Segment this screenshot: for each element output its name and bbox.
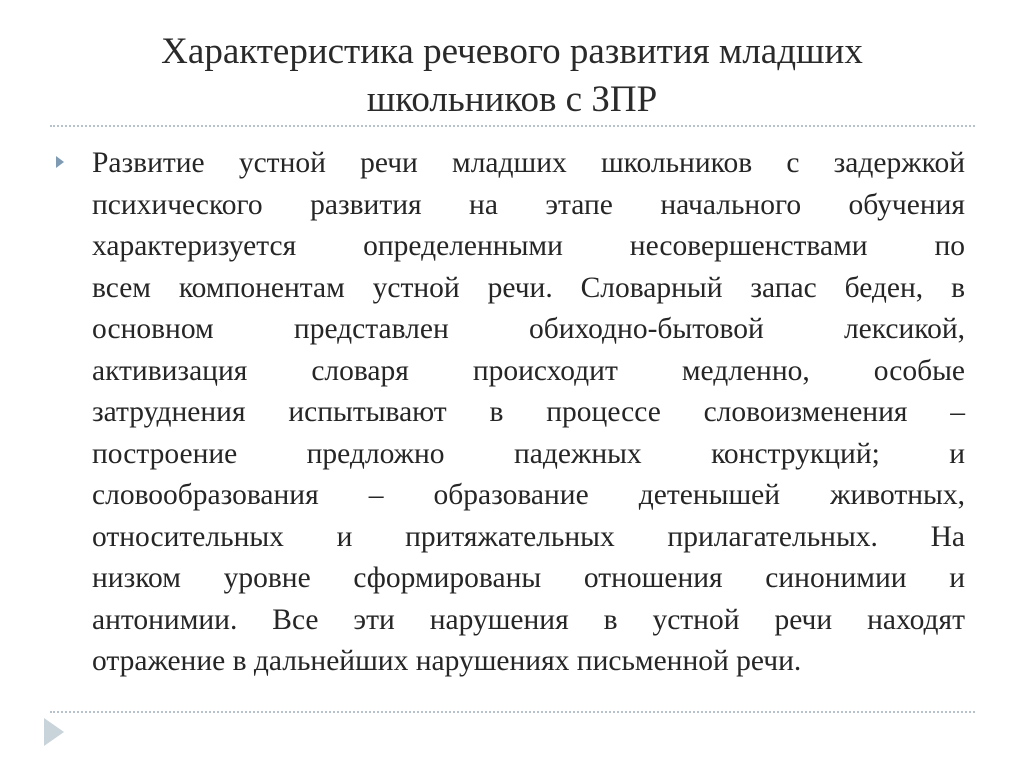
body-line: Развитие устной речи младших школьников с задержкой — [92, 147, 965, 179]
body-line: характеризуется определенными несовершенствами по — [92, 230, 965, 262]
slide-title-line: школьников с ЗПР — [366, 79, 658, 120]
top-divider — [50, 125, 975, 127]
body-line: относительных и притяжательных прилагательных. На — [92, 520, 965, 553]
body-line: затруднения испытывают в процессе словоизменения – — [92, 396, 965, 428]
slide-title — [60, 28, 964, 124]
body-line: активизация словаря происходит медленно, особые — [92, 354, 965, 387]
body-line: всем компонентам устной речи. Словарный запас беден, в — [92, 271, 965, 304]
slide-title-line: Характеристика речевого развития младших — [161, 31, 863, 72]
body-line: словообразования – образование детенышей животных, — [92, 479, 965, 511]
bottom-divider — [50, 711, 975, 713]
body-line: построение предложно падежных конструкций; и — [92, 437, 965, 470]
body-line: психического развития на этапе начального обучения — [92, 188, 965, 221]
slide-body-text — [92, 143, 965, 683]
body-line: отражение в дальнейших нарушениях письменной речи. — [92, 645, 802, 677]
play-triangle-icon[interactable] — [44, 718, 64, 746]
body-line: антонимии. Все эти нарушения в устной речи находят — [92, 603, 965, 636]
triangle-bullet-icon — [56, 156, 64, 168]
body-line: низком уровне сформированы отношения синонимии и — [92, 562, 965, 594]
body-line: основном представлен обиходно-бытовой лексикой, — [92, 313, 965, 345]
